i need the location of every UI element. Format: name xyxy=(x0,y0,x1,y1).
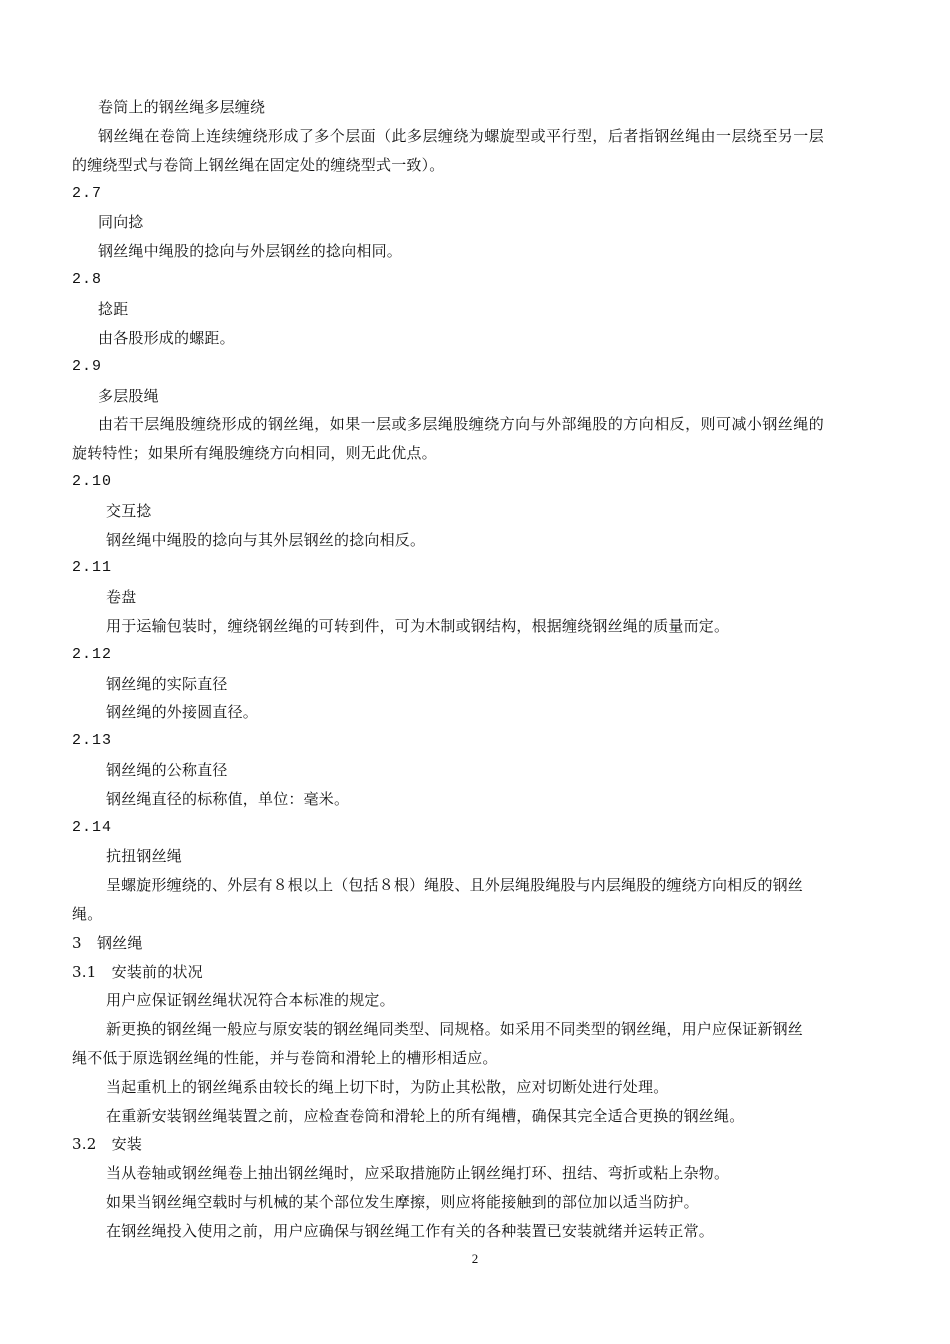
clause-number: 2.12 xyxy=(72,646,113,663)
paragraph: 如果当钢丝绳空载时与机械的某个部位发生摩擦，则应将能接触到的部位加以适当防护。 xyxy=(106,1193,699,1211)
term-title: 同向捻 xyxy=(98,213,144,231)
term-definition: 钢丝绳中绳股的捻向与外层钢丝的捻向相同。 xyxy=(98,242,403,260)
paragraph: 当起重机上的钢丝绳系由较长的绳上切下时，为防止其松散，应对切断处进行处理。 xyxy=(106,1078,669,1096)
term-title: 钢丝绳的公称直径 xyxy=(106,761,228,779)
term-definition: 呈螺旋形缠绕的、外层有８根以上（包括８根）绳股、且外层绳股绳股与内层绳股的缠绕方向相反的钢丝 xyxy=(106,876,803,894)
term-title: 卷盘 xyxy=(106,588,137,606)
term-definition-cont: 旋转特性；如果所有绳股缠绕方向相同，则无此优点。 xyxy=(72,444,437,462)
term-title: 抗扭钢丝绳 xyxy=(106,847,183,865)
paragraph: 当从卷轴或钢丝绳卷上抽出钢丝绳时，应采取措施防止钢丝绳打环、扭结、弯折或粘上杂物。 xyxy=(106,1164,730,1182)
term-title: 卷筒上的钢丝绳多层缠绕 xyxy=(98,98,266,116)
clause-number: 2.9 xyxy=(72,358,103,375)
clause-number: 2.10 xyxy=(72,473,113,490)
subsection-heading: 3.1 安装前的状况 xyxy=(72,963,203,981)
term-title: 交互捻 xyxy=(106,502,152,520)
paragraph: 在钢丝绳投入使用之前，用户应确保与钢丝绳工作有关的各种装置已安装就绪并运转正常。 xyxy=(106,1222,715,1240)
clause-number: 2.14 xyxy=(72,819,113,836)
term-definition: 钢丝绳中绳股的捻向与其外层钢丝的捻向相反。 xyxy=(106,531,426,549)
subsection-heading: 3.2 安装 xyxy=(72,1135,143,1153)
section-heading: 3 钢丝绳 xyxy=(72,934,143,952)
term-definition: 由若干层绳股缠绕形成的钢丝绳，如果一层或多层绳股缠绕方向与外部绳股的方向相反，则可减小钢丝绳的 xyxy=(98,415,825,433)
paragraph: 新更换的钢丝绳一般应与原安装的钢丝绳同类型、同规格。如采用不同类型的钢丝绳，用户应保证新钢丝 xyxy=(106,1020,803,1038)
term-title: 多层股绳 xyxy=(98,387,159,405)
clause-number: 2.11 xyxy=(72,559,113,576)
term-title: 捻距 xyxy=(98,300,129,318)
term-definition: 用于运输包装时，缠绕钢丝绳的可转到件，可为木制或钢结构，根据缠绕钢丝绳的质量而定。 xyxy=(106,617,730,635)
term-definition: 钢丝绳在卷筒上连续缠绕形成了多个层面（此多层缠绕为螺旋型或平行型，后者指钢丝绳由一层绕至另一层 xyxy=(98,127,825,145)
term-title: 钢丝绳的实际直径 xyxy=(106,675,228,693)
term-definition: 钢丝绳直径的标称值，单位：毫米。 xyxy=(106,790,350,808)
clause-number: 2.7 xyxy=(72,185,103,202)
term-definition-cont: 的缠绕型式与卷筒上钢丝绳在固定处的缠绕型式一致）。 xyxy=(72,156,445,174)
clause-number: 2.8 xyxy=(72,271,103,288)
paragraph: 用户应保证钢丝绳状况符合本标准的规定。 xyxy=(106,991,395,1009)
paragraph: 在重新安装钢丝绳装置之前，应检查卷筒和滑轮上的所有绳槽，确保其完全适合更换的钢丝绳。 xyxy=(106,1107,745,1125)
term-definition-cont: 绳。 xyxy=(72,905,103,923)
page-number: 2 xyxy=(471,1251,479,1266)
paragraph-cont: 绳不低于原选钢丝绳的性能，并与卷筒和滑轮上的槽形相适应。 xyxy=(72,1049,498,1067)
clause-number: 2.13 xyxy=(72,732,113,749)
term-definition: 钢丝绳的外接圆直径。 xyxy=(106,703,259,721)
term-definition: 由各股形成的螺距。 xyxy=(98,329,235,347)
